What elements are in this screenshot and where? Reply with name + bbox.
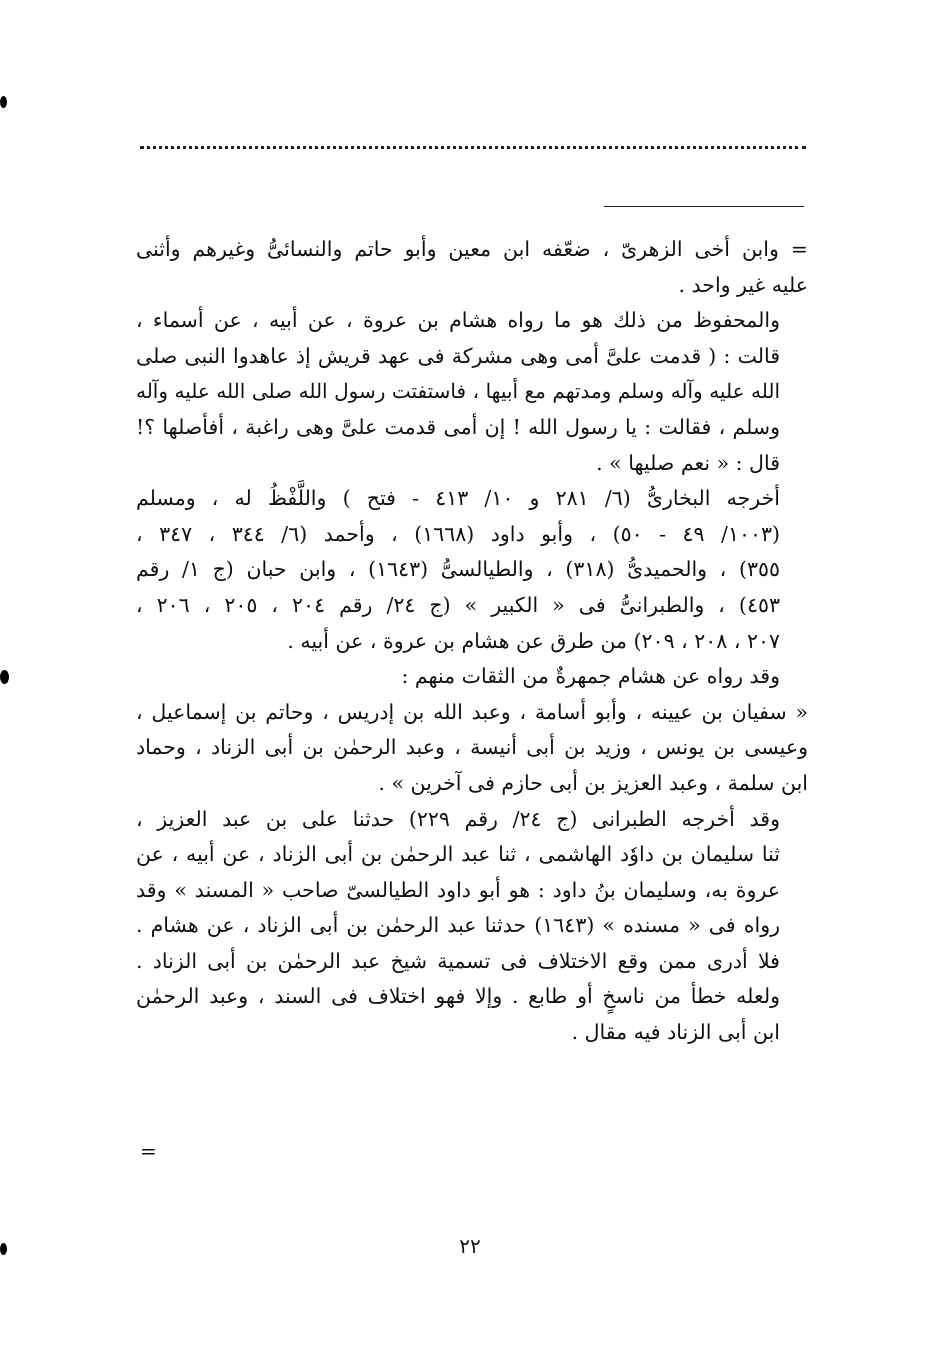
dotted-separator: [140, 146, 806, 149]
paragraph: [136, 802, 808, 1051]
text-line: عليه غير واحد .: [678, 272, 808, 297]
text-line: ٤٥٣) ، والطبرانىُّ فى « الكبير » (ج ٢٤/ رقم ٢٠٤ ، ٢٠٥ ، ٢٠٦ ،: [136, 592, 780, 617]
text-line: ولعله خطأ من ناسخٍ أو طابع . وإلا فهو اختلاف فى السند ، وعبد الرحمٰن: [136, 984, 780, 1009]
text-line: قال : « نعم صليها » .: [596, 450, 780, 475]
footnote-text-block: [136, 232, 808, 1051]
margin-scan-mark-top: [0, 96, 7, 108]
paragraph: [136, 659, 808, 695]
page-number: ٢٢: [459, 1234, 481, 1258]
footnote-rule: [604, 206, 804, 207]
continuation-mark: =: [140, 1139, 157, 1163]
text-line: والمحفوظ من ذلك هو ما رواه هشام بن عروة ، عن أبيه ، عن أسماء ،: [136, 308, 780, 333]
text-line: وقد أخرجه الطبرانى (ج ٢٤/ رقم ٢٢٩) حدثنا على بن عبد العزيز ،: [136, 806, 780, 831]
text-line: وسلم ، فقالت : يا رسول الله ! إن أمى قدمت علىَّ وهى راغبة ، أفأصلها ؟!: [136, 414, 780, 439]
paragraph: [136, 481, 808, 659]
text-line: « سفيان بن عيينه ، وأبو أسامة ، وعبد الله بن إدريس ، وحاتم بن إسماعيل ،: [136, 699, 808, 724]
margin-scan-mark-middle: [0, 670, 9, 684]
text-line: (١٠٠٣/ ٤٩ - ٥٠) ، وأبو داود (١٦٦٨) ، وأحمد (٦/ ٣٤٤ ، ٣٤٧ ،: [136, 521, 780, 546]
paragraph: [136, 303, 808, 481]
text-line: رواه فى « مسنده » (١٦٤٣) حدثنا عبد الرحمٰن بن أبى الزناد ، عن هشام .: [136, 913, 780, 938]
text-line: وقد رواه عن هشام جمهرةٌ من الثقات منهم :: [401, 664, 780, 689]
text-line: ٢٠٧ ، ٢٠٨ ، ٢٠٩) من طرق عن هشام بن عروة ، عن أبيه .: [287, 628, 780, 653]
text-line: قالت : ( قدمت علىَّ أمى وهى مشركة فى عهد قريش إذ عاهدوا النبى صلى: [136, 343, 780, 368]
margin-scan-mark-bottom: [0, 1243, 7, 1255]
text-line: عروة به، وسليمان بنُ داود : هو أبو داود الطيالسىّ صاحب « المسند » وقد: [136, 877, 780, 902]
text-line: أخرجه البخارىُّ (٦/ ٢٨١ و ١٠/ ٤١٣ - فتح ) واللَّفْظُ له ، ومسلم: [136, 486, 780, 511]
text-line: ابن سلمة ، وعبد العزيز بن أبى حازم فى آخرين » .: [378, 770, 808, 795]
paragraph: [136, 695, 808, 802]
text-line: ثنا سليمان بن داوٗد الهاشمى ، ثنا عبد الرحمٰن بن أبى الزناد ، عن أبيه ، عن: [136, 842, 780, 867]
text-line: ٣٥٥) ، والحميدىُّ (٣١٨) ، والطيالسىُّ (١٦٤٣) ، وابن حبان (ج ١/ رقم: [136, 557, 780, 582]
text-line: ابن أبى الزناد فيه مقال .: [571, 1020, 780, 1045]
text-line: فلا أدرى ممن وقع الاختلاف فى تسمية شيخ عبد الرحمٰن بن أبى الزناد .: [136, 948, 780, 973]
text-line: = وابن أخى الزهرىّ ، ضعّفه ابن معين وأبو حاتم والنسائىُّ وغيرهم وأثنى: [136, 237, 808, 261]
paragraph: [136, 232, 808, 303]
text-line: الله عليه وآله وسلم ومدتهم مع أبيها ، فاستفتت رسول الله صلى الله عليه وآله: [136, 379, 780, 404]
text-line: وعيسى بن يونس ، وزيد بن أبى أنيسة ، وعبد الرحمٰن بن أبى الزناد ، وحماد: [136, 735, 808, 760]
